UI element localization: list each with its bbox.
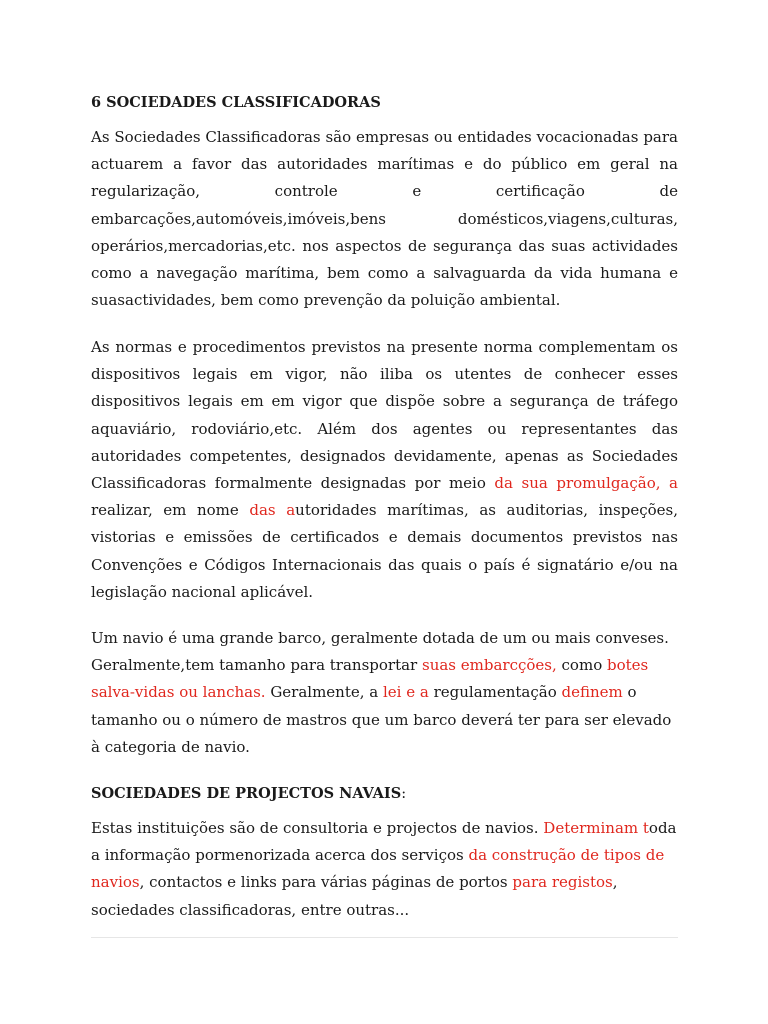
text-run: o tamanho ou o número de mastros que um barco deverá ter para ser elevado à categoria de navio.	[91, 683, 672, 756]
highlighted-text: Determinam t	[543, 819, 649, 837]
text-run: oda a informação pormenorizada acerca dos serviços	[91, 819, 677, 865]
highlighted-text: das a	[249, 501, 296, 520]
highlighted-text: da sua promulgação, a	[494, 474, 678, 493]
text-run: , contactos e links para várias páginas de portos	[139, 873, 513, 892]
page-divider	[91, 937, 678, 938]
section-title: 6 SOCIEDADES CLASSIFICADORAS	[91, 94, 381, 111]
subsection-title	[91, 785, 406, 803]
highlighted-text: para registos	[512, 873, 613, 892]
text-run: como	[556, 656, 607, 675]
text-run: utoridades marítimas, as auditorias, inspeções, vistorias e emissões de certificados e demais documentos previstos nas Convenções e Códigos Internacionais das quais o país é signatário e/ou na legislação nacional aplicável.	[91, 501, 678, 601]
text-run: As Sociedades Classificadoras são empresas ou entidades vocacionadas para actuarem a favor das autoridades marítimas e do público em geral na regularização, controle e certificação de embarcações,automóveis,imóveis,bens domésticos,viagens,culturas, operários,mercadorias,etc. nos aspectos de segurança das suas actividades como a navegação marítima, bem como a salvaguarda da vida humana e suasactividades, bem como prevenção da poluição ambiental.	[91, 128, 678, 310]
subsection-title-text: SOCIEDADES DE PROJECTOS NAVAIS	[91, 785, 402, 802]
highlighted-text: botes salva-vidas ou lanchas.	[91, 656, 649, 702]
highlighted-text: suas embarcções,	[422, 656, 557, 675]
paragraph-norms	[91, 334, 678, 606]
text-run: As normas e procedimentos previstos na presente norma complementam os dispositivos legais em vigor, não iliba os utentes de conhecer esses dispositivos legais em em vigor que dispõe sobre a segurança de tráfego aquaviário, rodoviário,etc. Além dos agentes ou representantes das autoridades competentes, designados devidamente, apenas as Sociedades Classificadoras formalmente designadas por meio	[91, 338, 678, 493]
paragraph-intro	[91, 124, 678, 314]
highlighted-text: da construção de tipos de navios	[91, 846, 665, 892]
subsection-title-colon: :	[401, 786, 407, 802]
text-run: Geralmente, a	[265, 683, 383, 702]
text-run: regulamentação	[428, 683, 562, 702]
text-run: Um navio é uma grande barco, geralmente dotada de um ou mais conveses. Geralmente,tem tamanho para transportar	[91, 629, 669, 675]
highlighted-text: definem	[561, 683, 623, 702]
text-run: realizar, em nome	[91, 501, 250, 520]
text-run: , sociedades classificadoras, entre outras...	[91, 873, 618, 919]
highlighted-text: lei e a	[383, 683, 429, 702]
text-run: Estas instituições são de consultoria e projectos de navios.	[91, 819, 544, 837]
paragraph-naval-projects	[91, 815, 678, 924]
paragraph-ship	[91, 625, 678, 761]
